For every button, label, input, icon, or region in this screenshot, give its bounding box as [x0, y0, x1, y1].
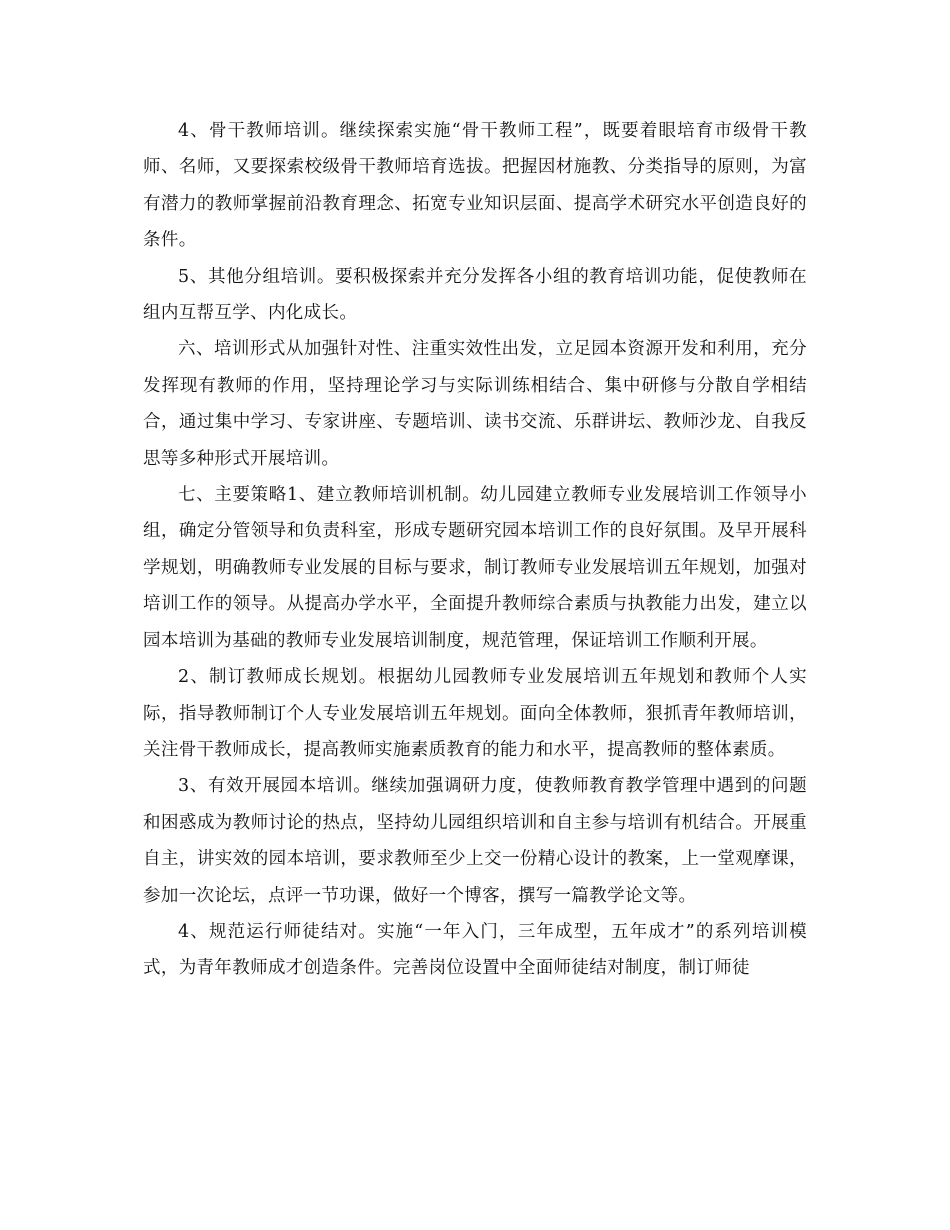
paragraph-backbone-teacher-training: 4、骨干教师培训。继续探索实施“骨干教师工程”，既要着眼培育市级骨干教师、名师，又要探索校级骨干教师培育选拔。把握因材施教、分类指导的原则，为富有潜力的教师掌握前沿教育理念、拓宽专业知识层面、提高学术研究水平创造良好的条件。 [143, 121, 807, 251]
paragraph-mentorship: 4、规范运行师徒结对。实施“一年入门，三年成型，五年成才”的系列培训模式，为青年教师成才创造条件。完善岗位设置中全面师徒结对制度，制订师徒 [143, 921, 807, 979]
paragraph-growth-planning: 2、制订教师成长规划。根据幼儿园教师专业发展培训五年规划和教师个人实际，指导教师制订个人专业发展培训五年规划。面向全体教师，狠抓青年教师培训，关注骨干教师成长，提高教师实施素质教育的能力和水平，提高教师的整体素质。 [143, 667, 807, 760]
document-body [143, 113, 807, 987]
paragraph-training-forms: 六、培训形式从加强针对性、注重实效性出发，立足园本资源开发和利用，充分发挥现有教师的作用，坚持理论学习与实际训练相结合、集中研修与分散自学相结合，通过集中学习、专家讲座、专题培训、读书交流、乐群讲坛、教师沙龙、自我反思等多种形式开展培训。 [143, 339, 807, 469]
paragraph-main-strategies: 七、主要策略1、建立教师培训机制。幼儿园建立教师专业发展培训工作领导小组，确定分管领导和负责科室，形成专题研究园本培训工作的良好氛围。及早开展科学规划，明确教师专业发展的目标与要求，制订教师专业发展培训五年规划，加强对培训工作的领导。从提高办学水平，全面提升教师综合素质与执教能力出发，建立以园本培训为基础的教师专业发展培训制度，规范管理，保证培训工作顺利开展。 [143, 485, 807, 651]
paragraph-school-based-training: 3、有效开展园本培训。继续加强调研力度，使教师教育教学管理中遇到的问题和困惑成为教师讨论的热点，坚持幼儿园组织培训和自主参与培训有机结合。开展重自主，讲实效的园本培训，要求教师至少上交一份精心设计的教案，上一堂观摩课，参加一次论坛，点评一节功课，做好一个博客，撰写一篇教学论文等。 [143, 776, 807, 906]
paragraph-group-training: 5、其他分组培训。要积极探索并充分发挥各小组的教育培训功能，促使教师在组内互帮互学、内化成长。 [143, 266, 807, 324]
